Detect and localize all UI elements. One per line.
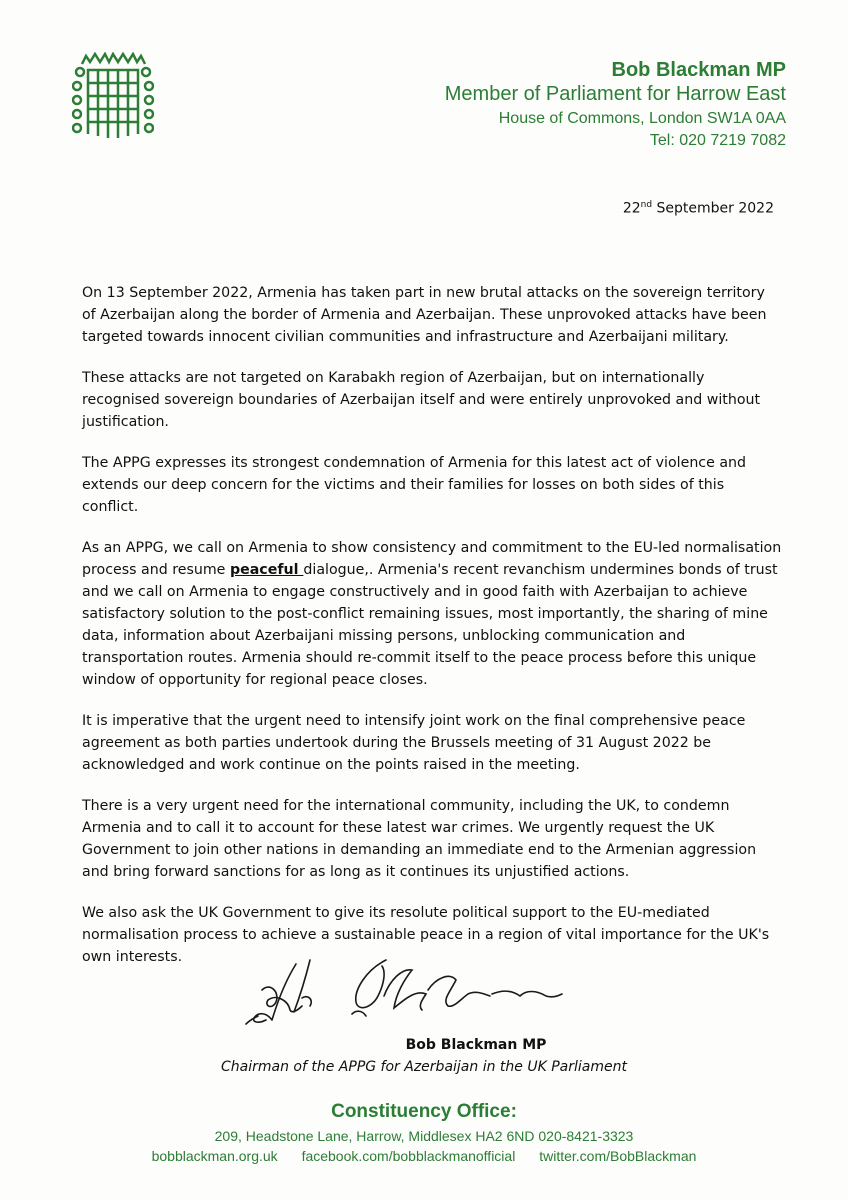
date-suffix: nd	[640, 200, 653, 210]
paragraph-4-emphasis: peaceful	[229, 562, 304, 578]
constituency-heading: Constituency Office:	[331, 1101, 517, 1122]
paragraph-4-part-c: dialogue,. Armenia's recent revanchism undermines bonds of trust and we call on Armenia to engage constructively and in good faith with Azerbaijan to achieve satisfactory solution to the post-conflict remaining issues, most importantly, the sharing of mine data, information about Azerbaijani missing persons, unblocking communication and transportation routes. Armenia should re-commit itself to the peace process before this unique window of opportunity for regional peace closes.	[82, 562, 778, 688]
date-rest: September 2022	[652, 200, 774, 217]
constituency-address: 209, Headstone Lane, Harrow, Middlesex HA2 6ND 020-8421-3323	[214, 1128, 634, 1144]
paragraph-6: There is a very urgent need for the international community, including the UK, to condemn Armenia and to call it to account for these latest war crimes. We urgently request the UK Government to join other nations in demanding an immediate end to the Armenian aggression and bring forward sanctions for as long as it continues its unjustified actions.	[82, 798, 757, 880]
date-day: 22	[622, 200, 641, 217]
signatory	[0, 1034, 848, 1078]
letter-date	[623, 200, 774, 217]
constituency-footer	[0, 1100, 848, 1166]
portcullis-crest-icon	[72, 52, 154, 144]
office-telephone: Tel: 020 7219 7082	[649, 132, 786, 149]
paragraph-5: It is imperative that the urgent need to intensify joint work on the final comprehensive peace agreement as both parties undertook during the Brussels meeting of 31 August 2022 be acknowledged and work continue on the points raised in the meeting.	[82, 713, 746, 773]
signatory-name: Bob Blackman MP	[405, 1037, 547, 1053]
signatory-title: Chairman of the APPG for Azerbaijan in the UK Parliament	[221, 1059, 627, 1075]
handwritten-signature	[236, 950, 566, 1040]
paragraph-4-part-a: As an APPG, we call on Armenia to show consistency and commitment to the EU-led normalisation process and resume	[82, 540, 782, 578]
mp-name: Bob Blackman MP	[611, 59, 786, 81]
facebook-link[interactable]: facebook.com/bobblackmanofficial	[301, 1148, 516, 1164]
letterhead	[445, 58, 786, 152]
paragraph-3: The APPG expresses its strongest condemnation of Armenia for this latest act of violence and extends our deep concern for the victims and their families for losses on both sides of this conflict.	[82, 455, 747, 515]
paragraph-2: These attacks are not targeted on Karabakh region of Azerbaijan, but on internationally recognised sovereign boundaries of Azerbaijan itself and were entirely unprovoked and without justification.	[82, 370, 761, 430]
paragraph-4	[82, 537, 782, 691]
paragraph-1: On 13 September 2022, Armenia has taken part in new brutal attacks on the sovereign territory of Azerbaijan along the border of Armenia and Azerbaijan. These unprovoked attacks have been targeted towards innocent civilian communities and infrastructure and Azerbaijani military.	[82, 285, 767, 345]
office-address: House of Commons, London SW1A 0AA	[498, 110, 786, 127]
contact-links	[0, 1146, 848, 1166]
letter-body	[82, 282, 782, 987]
mp-role: Member of Parliament for Harrow East	[444, 83, 786, 105]
paragraph-7: We also ask the UK Government to give its resolute political support to the EU-mediated normalisation process to achieve a sustainable peace in a region of vital importance for the UK's own interests.	[82, 905, 770, 965]
twitter-link[interactable]: twitter.com/BobBlackman	[539, 1148, 697, 1164]
website-link[interactable]: bobblackman.org.uk	[151, 1148, 278, 1164]
